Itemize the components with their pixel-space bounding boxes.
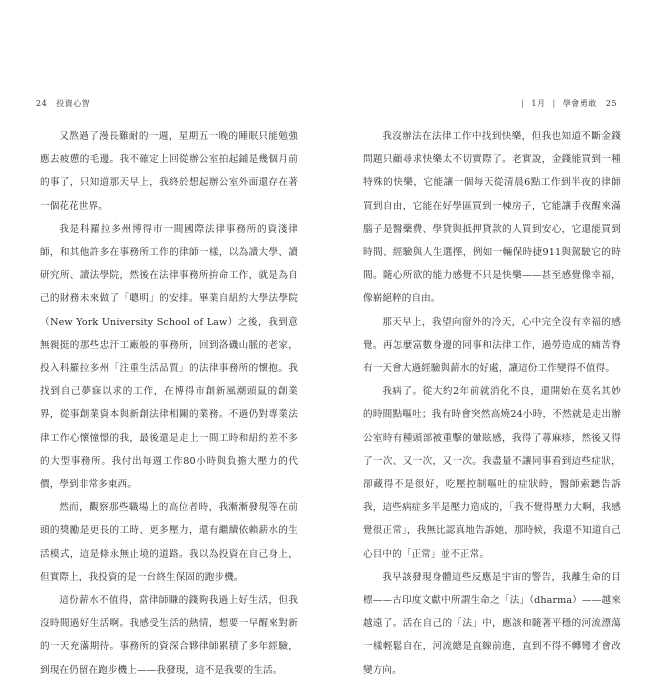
header-divider: | [552, 99, 556, 108]
left-page-header [30, 98, 90, 109]
paragraph: 我病了。從大約2年前就消化不良，還開始在莫名其妙的時間點嘔吐；我有時會突然高燒24小時，不然就是走出辦公室時有種頭部被重擊的暈眩感，我得了蕁麻疹，然後又得了一次、又一次，又一次。我盡量不讓同事看到這些症狀，卻藏得不是很好，吃壓控制嘔吐的症狀時，醫師索聽告訴我，這些病症多半是壓力造成的，「我不覺得壓力大啊，我感覺很正常」，我無比認真地告訴她，那時候，我還不知道自己心目中的「正常」並不正常。 [363, 386, 621, 560]
book-title: 投資心智 [56, 99, 91, 108]
paragraph: 又熬過了漫長難耐的一週，星期五一晚的睡眠只能勉強應去疲憊的毛邊。我不確定上回從辦公室拍起鋪是幾個月前的事了，只知道那天早上，我終於想起辦公室外面還存在著一個花花世界。 [40, 131, 298, 212]
right-page-number: 25 [605, 99, 617, 108]
left-page-number: 24 [36, 99, 48, 108]
left-page-body [40, 125, 298, 682]
paragraph: 我是科羅拉多州博得市一間國際法律事務所的資淺律師，和其他許多在事務所工作的律師一樣，以為讀大學、讀研究所、讀法學院，然後在法律事務所拚命工作，就是為自己的財務未來做了「聰明」的安排。畢業自紐約大學法學院（New York University School of Law）之後，我到意無親挺的那些忠汗工廠般的事務所，回到洛磯山脈的老家，投入科羅拉多州「注重生活品質」的法律事務所的懷抱。我找到自己夢寐以求的工作，在博得市創新風潮頭鼠的創業界，從事創業資本與新創法律相關的業務。不過仍對專業法律工作心懷憧憬的我，最後還是走上一間工時和紐約差不多的大型事務所。我付出每週工作80小時與負擔大壓力的代價，學到非常多東西。 [40, 223, 298, 491]
chapter-label: 1月 [531, 99, 546, 108]
paragraph: 這份薪水不值得，當律師賺的錢夠我過上好生活，但我沒時間過好生活啊。我感受生活的熱情，想要一早醒來對新的一天充滿期待。事務所的資深合夥律師累積了多年經驗，到現在仍留在跑步機上——我發現，這不是我要的生活。 [40, 595, 298, 676]
paragraph: 我早該發現身體這些反應是宇宙的警告，我離生命的目標——古印度文獻中所謂生命之「法」（dharma）——越來越遠了。活在自己的「法」中，應該和隨著平穩的河流漂蕩一樣輕鬆自在，河流總是直線前進，直到不得不轉彎才會改變方向。 [363, 571, 621, 676]
header-divider: | [521, 99, 525, 108]
section-title: 學會勇敢 [562, 99, 597, 108]
paragraph: 我沒辦法在法律工作中找到快樂，但我也知道不斷金錢問題只顧尋求快樂太不切實際了。老實說，金錢能買到一種特殊的快樂，它能讓一個每天從清晨6點工作到半夜的律師買到自由，它能在好學區買到一棟房子，它能讓手夜醒來滿腦子是醫藥費、學貸與抵押貸款的人買到安心，它還能買到時間、經驗與人生選擇，例如一輛保時捷911與駕駛它的時間。隨心所欲的能力感覺不只是快樂——甚至感覺像幸福，像嶄絕粹的自由。 [363, 131, 621, 305]
paragraph: 然而，觀察那些職場上的高位者時，我漸漸發現等在前頭的獎勵是更長的工時、更多壓力，還有繼續依賴薪水的生活模式，這是條永無止境的道路。我以為投資在自己身上，但實際上，我投資的是一台終生保固的跑步機。 [40, 502, 298, 583]
right-page-header [517, 98, 623, 109]
right-page-body [363, 125, 621, 682]
paragraph: 那天早上，我望向窗外的冷天，心中完全沒有幸福的感覺。再怎麼富數身邊的同事和法律工作，過勞造成的痛苦脊有一天會大過經驗與薪水的好處，讓這份工作變得不值得。 [363, 316, 621, 375]
